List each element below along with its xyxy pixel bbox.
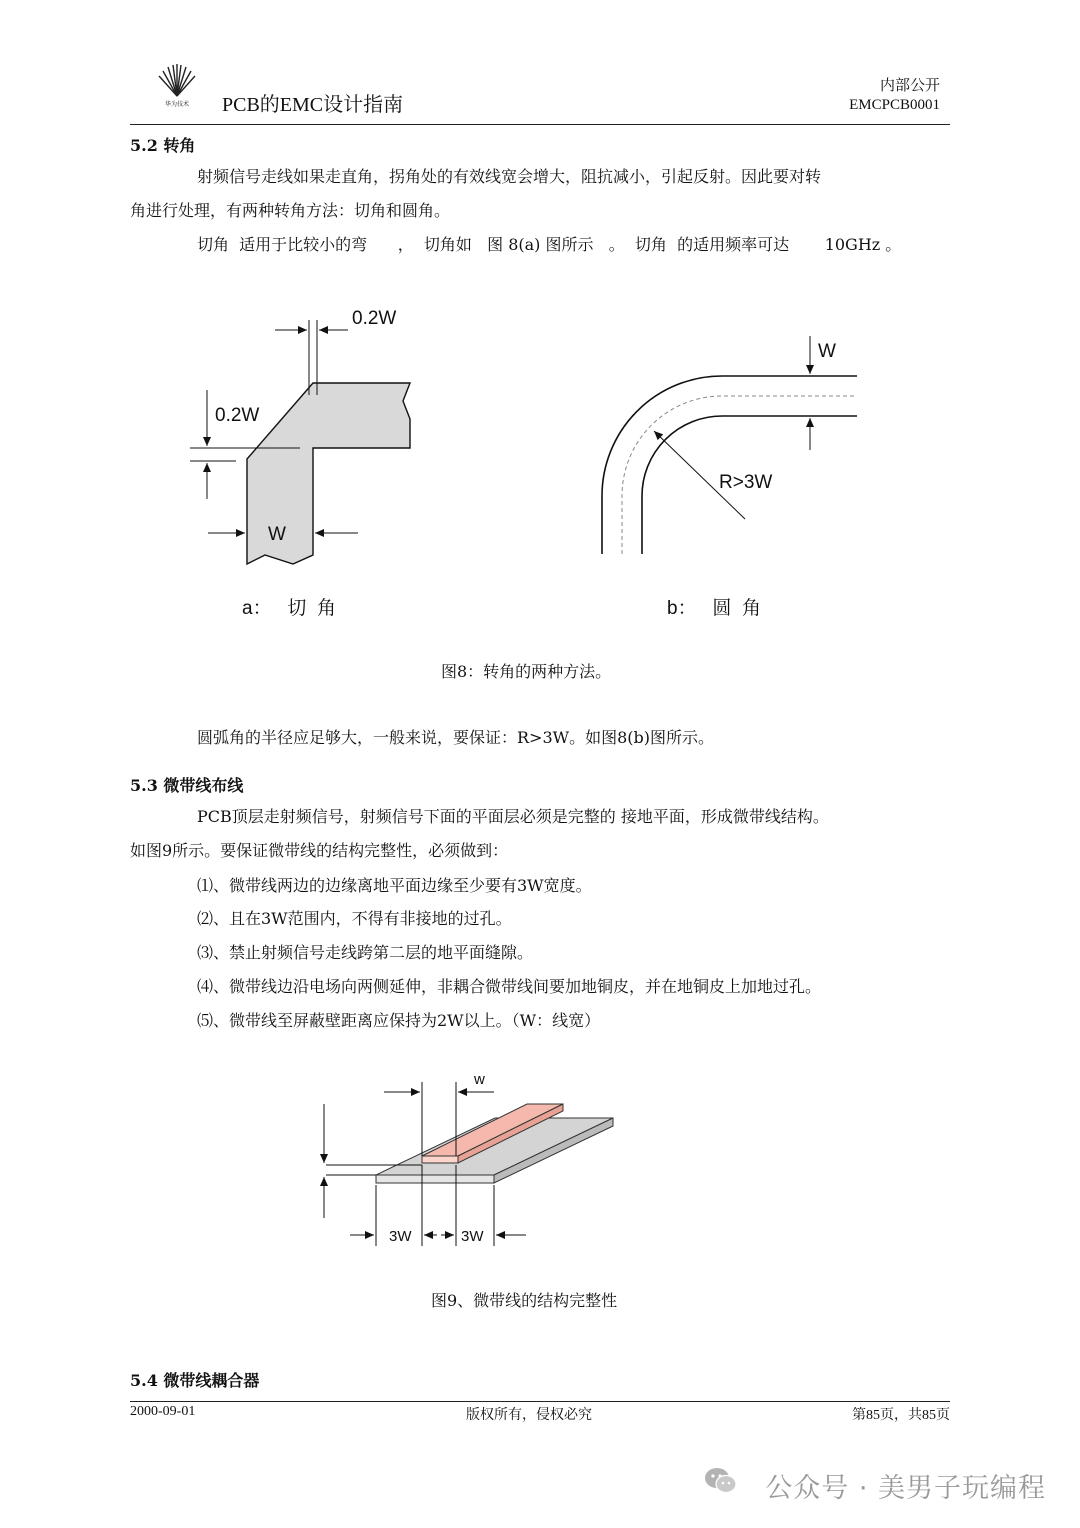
figure-8a-label: a： 切 角 bbox=[242, 598, 336, 619]
label-0-2w-left: 0.2W bbox=[215, 405, 260, 426]
label-0-2w-top: 0.2W bbox=[352, 308, 397, 329]
ground-plane-front bbox=[376, 1175, 494, 1183]
footer-page-number: 第85页，共85页 bbox=[852, 1408, 950, 1423]
classification-label: 内部公开 bbox=[879, 78, 940, 94]
microstrip-front bbox=[422, 1156, 458, 1163]
figure-8-diagram bbox=[0, 0, 1080, 700]
logo-text: 华为技术 bbox=[164, 102, 190, 108]
label-3w-right: 3W bbox=[461, 1228, 484, 1245]
paragraph-line: 如图9所示。要保证微带线的结构完整性，必须做到： bbox=[130, 841, 509, 860]
footer-rule bbox=[130, 1401, 950, 1402]
label-3w-left: 3W bbox=[389, 1228, 412, 1245]
label-w-b: W bbox=[818, 341, 836, 362]
figure-8-caption: 图8：转角的两种方法。 bbox=[441, 662, 612, 681]
watermark-text: 公众号 · 美男子玩编程 bbox=[765, 1473, 1046, 1504]
footer-copyright: 版权所有，侵权必究 bbox=[466, 1408, 592, 1423]
label-w: w bbox=[474, 1071, 485, 1088]
section-heading-5-4: 5.4 微带线耦合器 bbox=[130, 1371, 260, 1390]
list-item: ⑶、禁止射频信号走线跨第二层的地平面缝隙。 bbox=[197, 943, 534, 962]
label-radius: R>3W bbox=[719, 472, 773, 493]
list-item: ⑷、微带线边沿电场向两侧延伸，非耦合微带线间要加地铜皮，并在地铜皮上加地过孔。 bbox=[197, 977, 822, 996]
list-item: ⑵、且在3W范围内，不得有非接地的过孔。 bbox=[197, 909, 512, 928]
list-item: ⑸、微带线至屏蔽壁距离应保持为2W以上。（W：线宽） bbox=[197, 1011, 601, 1030]
paragraph-line: 切角 适用于比较小的弯 ， 切角如 图 8(a) 图所示 。 切角 的适用频率可达 10GHz 。 bbox=[197, 235, 902, 254]
paragraph-line: 射频信号走线如果走直角，拐角处的有效线宽会增大，阻抗减小，引起反射。因此要对转 bbox=[197, 167, 822, 186]
paragraph-line: 角进行处理，有两种转角方法：切角和圆角。 bbox=[130, 201, 451, 220]
section-heading-5-3: 5.3 微带线布线 bbox=[130, 776, 244, 795]
list-item: ⑴、微带线两边的边缘离地平面边缘至少要有3W宽度。 bbox=[197, 876, 592, 895]
paragraph-line: PCB顶层走射频信号，射频信号下面的平面层必须是完整的 接地平面，形成微带线结构。 bbox=[197, 807, 829, 826]
footer-date: 2000-09-01 bbox=[130, 1404, 196, 1419]
paragraph-line: 圆弧角的半径应足够大，一般来说，要保证：R>3W。如图8(b)图所示。 bbox=[197, 728, 714, 747]
document-id: EMCPCB0001 bbox=[849, 97, 940, 113]
figure-9-diagram bbox=[0, 1060, 1080, 1260]
rounded-trace-outer bbox=[602, 376, 857, 554]
figure-8b-label: b： 圆 角 bbox=[667, 598, 761, 619]
figure-9-caption: 图9、微带线的结构完整性 bbox=[431, 1291, 618, 1310]
document-title: PCB的EMC设计指南 bbox=[222, 94, 404, 116]
section-heading-5-2: 5.2 转角 bbox=[130, 136, 196, 155]
wechat-icon bbox=[704, 1466, 738, 1496]
label-w-a: W bbox=[268, 524, 286, 545]
